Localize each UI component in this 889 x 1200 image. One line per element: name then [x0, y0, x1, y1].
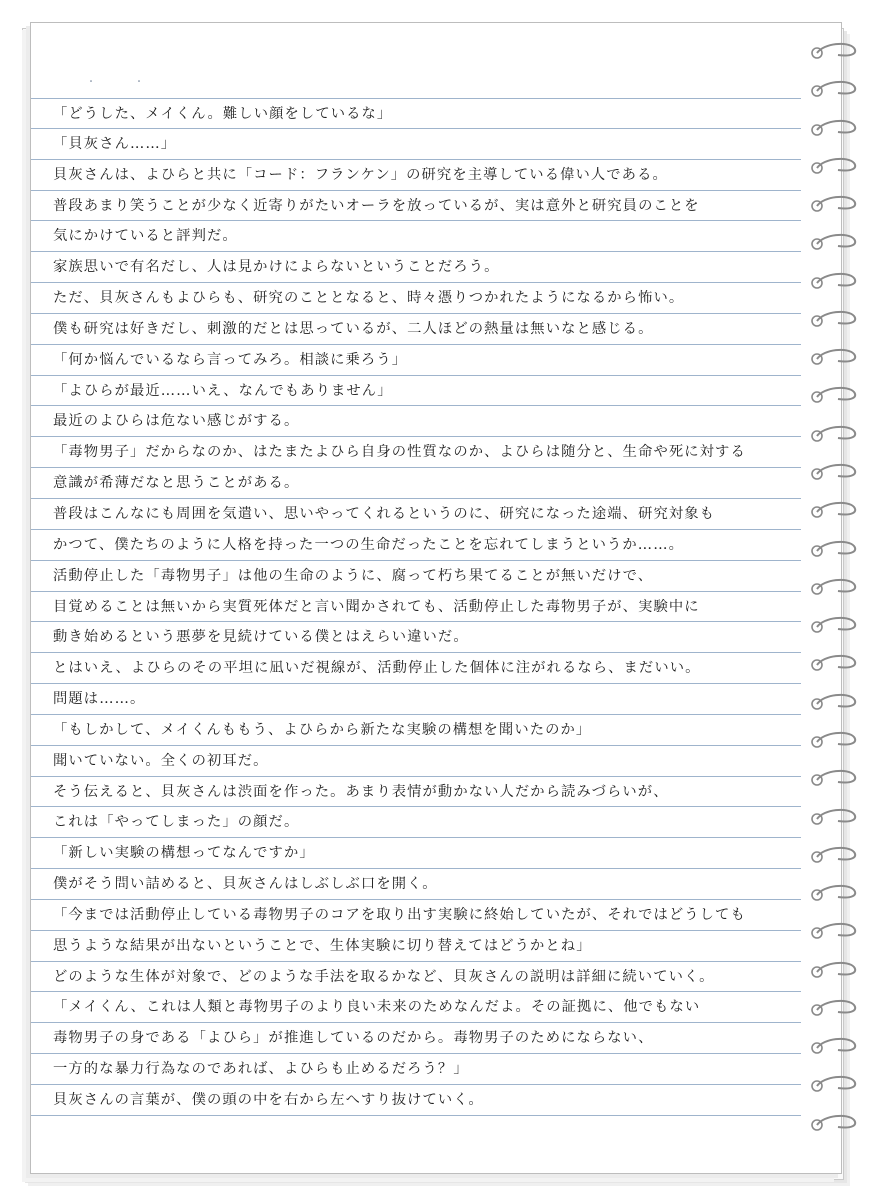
- spiral-ring-icon: [808, 1035, 864, 1061]
- spiral-ring-icon: [808, 193, 864, 219]
- spiral-ring-icon: [808, 844, 864, 870]
- text-line: 普段はこんなにも周囲を気遣い、思いやってくれるというのに、研究になった途端、研究対象も: [31, 499, 801, 530]
- spiral-ring-icon: [808, 117, 864, 143]
- text-line: 活動停止した「毒物男子」は他の生命のように、腐って朽ち果てることが無いだけで、: [31, 561, 801, 592]
- text-line: 僕がそう問い詰めると、貝灰さんはしぶしぶ口を開く。: [31, 869, 801, 900]
- spiral-ring-icon: [808, 767, 864, 793]
- spiral-ring-icon: [808, 423, 864, 449]
- text-line: 貝灰さんの言葉が、僕の頭の中を右から左へすり抜けていく。: [31, 1085, 801, 1116]
- text-line: 「今までは活動停止している毒物男子のコアを取り出す実験に終始していたが、それではどうしても: [31, 900, 801, 931]
- spiral-ring-icon: [808, 270, 864, 296]
- spiral-ring-icon: [808, 499, 864, 525]
- text-line: 家族思いで有名だし、人は見かけによらないということだろう。: [31, 252, 801, 283]
- text-line: 思うような結果が出ないということで、生体実験に切り替えてはどうかとね」: [31, 931, 801, 962]
- spiral-ring-icon: [808, 920, 864, 946]
- spiral-ring-icon: [808, 576, 864, 602]
- header-marks: [86, 73, 144, 93]
- text-line: 毒物男子の身である「よひら」が推進しているのだから。毒物男子のためにならない、: [31, 1023, 801, 1054]
- text-line: 問題は……。: [31, 684, 801, 715]
- text-line: 普段あまり笑うことが少なく近寄りがたいオーラを放っているが、実は意外と研究員のことを: [31, 191, 801, 222]
- text-line: 一方的な暴力行為なのであれば、よひらも止めるだろう？」: [31, 1054, 801, 1085]
- spiral-binding: [808, 40, 864, 1150]
- text-line: 「何か悩んでいるなら言ってみろ。相談に乗ろう」: [31, 345, 801, 376]
- spiral-ring-icon: [808, 155, 864, 181]
- spiral-ring-icon: [808, 729, 864, 755]
- spiral-ring-icon: [808, 691, 864, 717]
- text-line: 意識が希薄だなと思うことがある。: [31, 468, 801, 499]
- text-line: 「貝灰さん……」: [31, 129, 801, 160]
- header-mark: ・: [86, 77, 96, 88]
- notebook-page: [30, 22, 842, 1174]
- spiral-ring-icon: [808, 538, 864, 564]
- spiral-ring-icon: [808, 461, 864, 487]
- spiral-ring-icon: [808, 882, 864, 908]
- spiral-ring-icon: [808, 40, 864, 66]
- text-line: 最近のよひらは危ない感じがする。: [31, 406, 801, 437]
- text-line: どのような生体が対象で、どのような手法を取るかなど、貝灰さんの説明は詳細に続いていく。: [31, 962, 801, 993]
- spiral-ring-icon: [808, 308, 864, 334]
- text-line: 貝灰さんは、よひらと共に「コード：フランケン」の研究を主導している偉い人である。: [31, 160, 801, 191]
- header-mark: ・: [134, 77, 144, 88]
- spiral-ring-icon: [808, 959, 864, 985]
- text-line: とはいえ、よひらのその平坦に凪いだ視線が、活動停止した個体に注がれるなら、まだいい。: [31, 653, 801, 684]
- text-line: かつて、僕たちのように人格を持った一つの生命だったことを忘れてしまうというか……。: [31, 530, 801, 561]
- spiral-ring-icon: [808, 1073, 864, 1099]
- spiral-ring-icon: [808, 231, 864, 257]
- text-line: 聞いていない。全くの初耳だ。: [31, 746, 801, 777]
- text-line: そう伝えると、貝灰さんは渋面を作った。あまり表情が動かない人だから読みづらいが、: [31, 777, 801, 808]
- text-line: 「どうした、メイくん。難しい顔をしているな」: [31, 98, 801, 129]
- spiral-ring-icon: [808, 346, 864, 372]
- text-line: 「メイくん、これは人類と毒物男子のより良い未来のためなんだよ。その証拠に、他でもない: [31, 992, 801, 1023]
- spiral-ring-icon: [808, 1112, 864, 1138]
- text-line: 「もしかして、メイくんももう、よひらから新たな実験の構想を聞いたのか」: [31, 715, 801, 746]
- spiral-ring-icon: [808, 806, 864, 832]
- text-line: 「新しい実験の構想ってなんですか」: [31, 838, 801, 869]
- text-line: 「毒物男子」だからなのか、はたまたよひら自身の性質なのか、よひらは随分と、生命や死に対する: [31, 437, 801, 468]
- text-line: 「よひらが最近……いえ、なんでもありません」: [31, 376, 801, 407]
- text-line: ただ、貝灰さんもよひらも、研究のこととなると、時々憑りつかれたようになるから怖い。: [31, 283, 801, 314]
- spiral-ring-icon: [808, 652, 864, 678]
- text-line: 僕も研究は好きだし、刺激的だとは思っているが、二人ほどの熱量は無いなと感じる。: [31, 314, 801, 345]
- text-line: 動き始めるという悪夢を見続けている僕とはえらい違いだ。: [31, 622, 801, 653]
- spiral-ring-icon: [808, 997, 864, 1023]
- spiral-ring-icon: [808, 384, 864, 410]
- ruled-lines: [31, 98, 801, 1116]
- spiral-ring-icon: [808, 614, 864, 640]
- text-line: 目覚めることは無いから実質死体だと言い聞かされても、活動停止した毒物男子が、実験中に: [31, 592, 801, 623]
- spiral-ring-icon: [808, 78, 864, 104]
- text-line: これは「やってしまった」の顔だ。: [31, 807, 801, 838]
- text-line: 気にかけていると評判だ。: [31, 221, 801, 252]
